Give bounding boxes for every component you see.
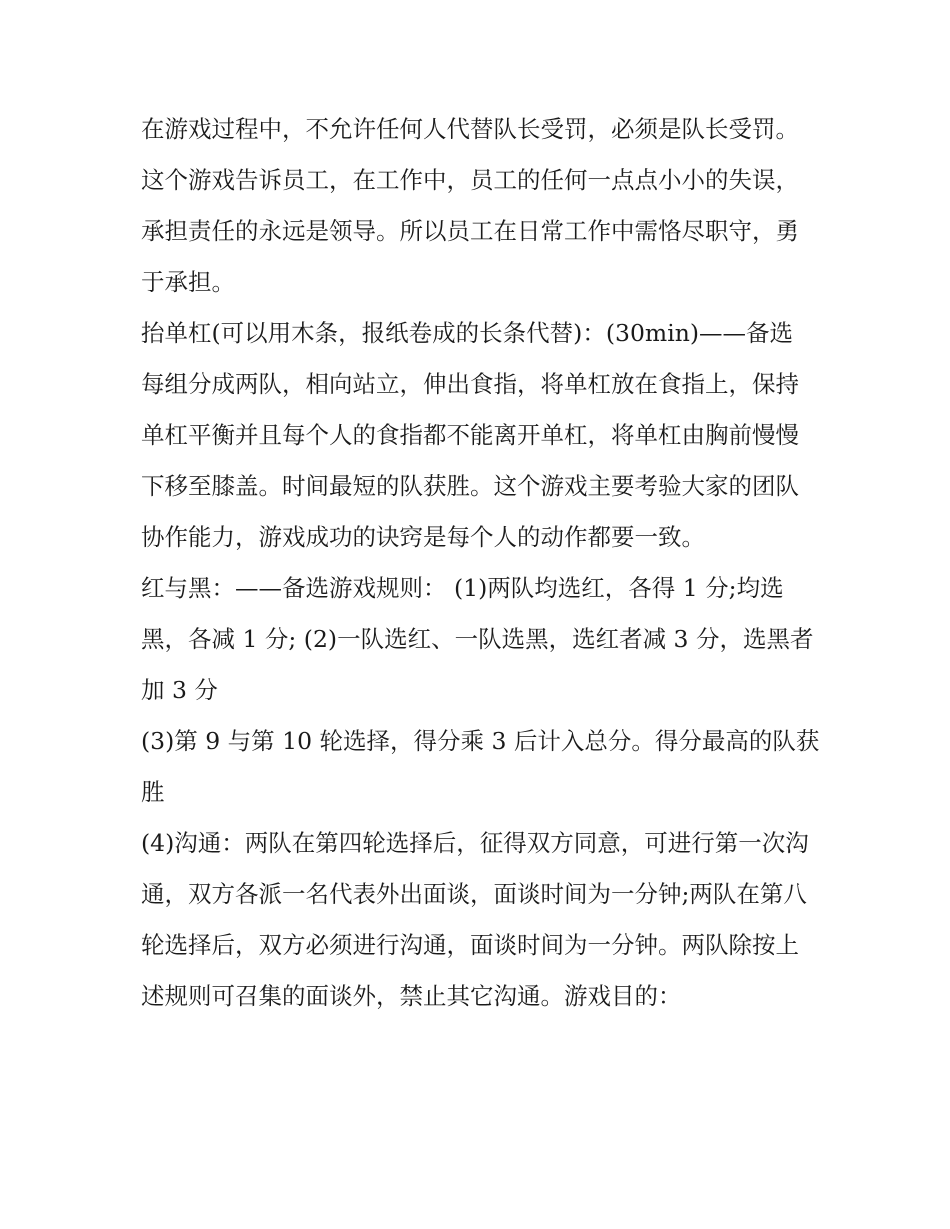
- paragraph-round-scoring: (3)第 9 与第 10 轮选择，得分乘 3 后计入总分。得分最高的队获胜: [141, 727, 820, 806]
- paragraph-communication-rule: (4)沟通：两队在第四轮选择后，征得双方同意，可进行第一次沟通，双方各派一名代表外出面谈，面谈时间为一分钟;两队在第八轮选择后，双方必须进行沟通，面谈时间为一分钟。两队除按上述规则可召集的面谈外，禁止其它沟通。游戏目的：: [141, 829, 809, 1010]
- paragraph-red-black-rules: 红与黑：——备选游戏规则： (1)两队均选红，各得 1 分;均选黑，各减 1 分; (2)一队选红、一队选黑，选红者减 3 分，选黑者加 3 分: [141, 574, 814, 704]
- paragraph-penalty-rule: 在游戏过程中，不允许任何人代替队长受罚，必须是队长受罚。这个游戏告诉员工，在工作中，员工的任何一点点小小的失误，承担责任的永远是领导。所以员工在日常工作中需恪尽职守，勇于承担。: [141, 115, 799, 296]
- paragraph-lift-bar-title: 抬单杠(可以用木条，报纸卷成的长条代替)：(30min)——备选: [141, 319, 794, 347]
- document-body: [141, 104, 821, 1022]
- paragraph-lift-bar-rules: 每组分成两队，相向站立，伸出食指，将单杠放在食指上，保持单杠平衡并且每个人的食指都不能离开单杠，将单杠由胸前慢慢下移至膝盖。时间最短的队获胜。这个游戏主要考验大家的团队协作能力，游戏成功的诀窍是每个人的动作都要一致。: [141, 370, 799, 551]
